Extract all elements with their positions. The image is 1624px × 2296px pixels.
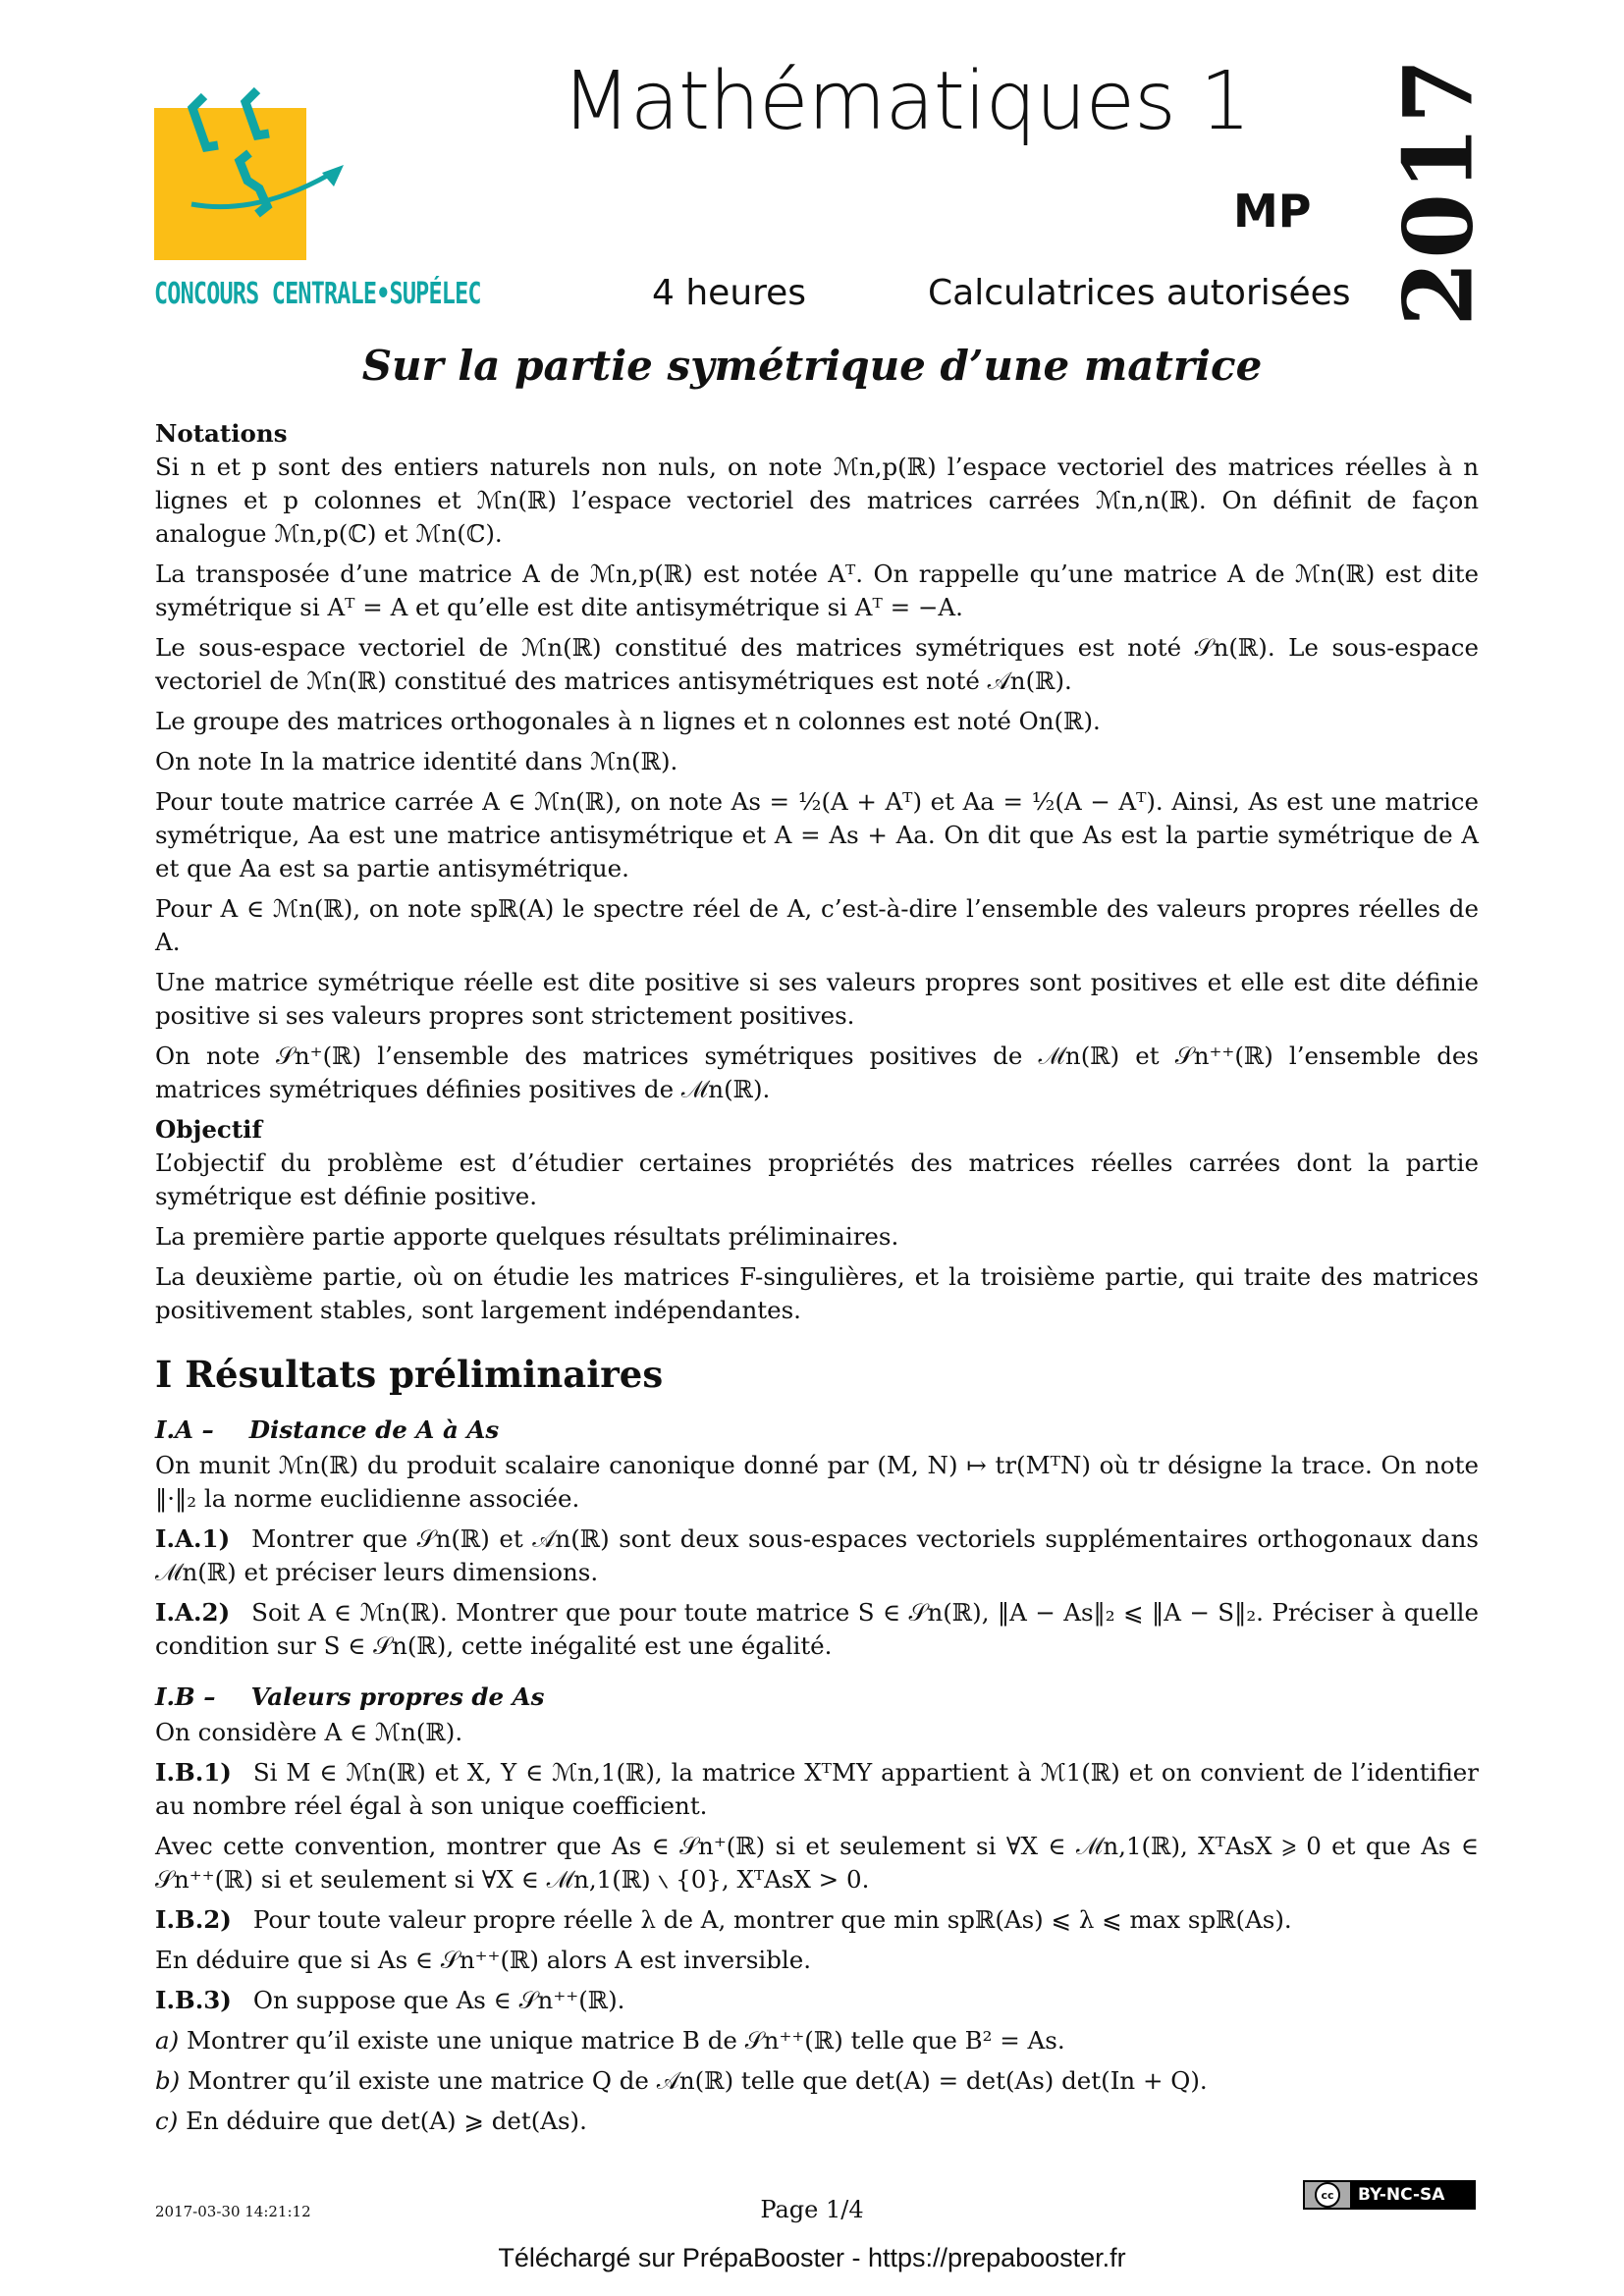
download-note: Téléchargé sur PrépaBooster - https://prepabooster.fr [498,2243,1126,2272]
footer-timestamp: 2017-03-30 14:21:12 [155,2203,311,2220]
problem-subtitle: Sur la partie symétrique d’une matrice [361,342,1263,390]
exam-year: 2017 [1382,56,1494,327]
notation-paragraph: Le groupe des matrices orthogonales à n lignes et n colonnes est noté On(ℝ). [155,707,1101,735]
objectif-paragraph: L’objectif du problème est d’étudier certaines propriétés des matrices réelles carrées dont la partie symétrique est définie positive. [155,1148,1479,1210]
notation-paragraph: Pour A ∈ ℳn(ℝ), on note spℝ(A) le spectre réel de A, c’est-à-dire l’ensemble des valeurs propres réelles de A. [155,894,1479,956]
question-ia2: I.A.2) Soit A ∈ ℳn(ℝ). Montrer que pour toute matrice S ∈ 𝒮n(ℝ), ‖A − As‖₂ ⩽ ‖A − S‖₂. Préciser à quelle condition sur S ∈ 𝒮n(ℝ), cette inégalité est une égalité. [155,1598,1479,1660]
question-ib2-continued: En déduire que si As ∈ 𝒮n⁺⁺(ℝ) alors A est inversible. [155,1946,812,1974]
calculators-note: Calculatrices autorisées [928,273,1351,313]
objectif-heading: Objectif [155,1115,263,1144]
page-number: Page 1/4 [760,2196,864,2223]
license-text: BY-NC-SA [1358,2185,1445,2205]
logo-text: CONCOURS CENTRALE•SUPÉLEC [154,277,481,311]
document-body [155,417,1479,2145]
notation-paragraph: Si n et p sont des entiers naturels non nuls, on note ℳn,p(ℝ) l’espace vectoriel des matrices réelles à n lignes et p colonnes et ℳn(ℝ) l’espace vectoriel des matrices carrées ℳn,n(ℝ). On définit de façon analogue ℳn,p(ℂ) et ℳn(ℂ). [155,453,1479,548]
notation-paragraph: Le sous-espace vectoriel de ℳn(ℝ) constitué des matrices symétriques est noté 𝒮n(ℝ). Le sous-espace vectoriel de ℳn(ℝ) constitué des matrices antisymétriques est noté 𝒜n(ℝ). [155,633,1479,695]
objectif-paragraph: La deuxième partie, où on étudie les matrices F-singulières, et la troisième partie, qui traite des matrices positivement stables, sont largement indépendantes. [155,1262,1479,1324]
exam-track: MP [1233,185,1312,238]
notation-paragraph: Pour toute matrice carrée A ∈ ℳn(ℝ), on note As = ½(A + Aᵀ) et Aa = ½(A − Aᵀ). Ainsi, As est une matrice symétrique, Aa est une matrice antisymétrique et A = As + Aa. On dit que As est la partie symétrique de A et que Aa est sa partie antisymétrique. [155,787,1479,882]
question-ib3c: c) En déduire que det(A) ⩾ det(As). [155,2107,587,2135]
question-ia1: I.A.1) Montrer que 𝒮n(ℝ) et 𝒜n(ℝ) sont deux sous-espaces vectoriels supplémentaires orthogonaux dans ℳn(ℝ) et préciser leurs dimensions. [155,1524,1479,1586]
question-ib1-continued: Avec cette convention, montrer que As ∈ 𝒮n⁺(ℝ) si et seulement si ∀X ∈ ℳn,1(ℝ), XᵀAsX ⩾ 0 et que As ∈ 𝒮n⁺⁺(ℝ) si et seulement si ∀X ∈ ℳn,1(ℝ) ∖ {0}, XᵀAsX > 0. [155,1832,1479,1894]
notation-paragraph: La transposée d’une matrice A de ℳn,p(ℝ) est notée Aᵀ. On rappelle qu’une matrice A de ℳn(ℝ) est dite symétrique si Aᵀ = A et qu’elle est dite antisymétrique si Aᵀ = −A. [155,560,1479,621]
notations-heading: Notations [155,419,288,448]
section-ia-intro: On munit ℳn(ℝ) du produit scalaire canonique donné par (M, N) ↦ tr(MᵀN) où tr désigne la trace. On note ‖·‖₂ la norme euclidienne associée. [155,1451,1479,1513]
part1-heading: I Résultats préliminaires [155,1353,664,1396]
cc-icon: cc [1315,2182,1340,2208]
section-ib-heading: I.B – Valeurs propres de As [155,1682,545,1711]
section-ia-heading: I.A – Distance de A à As [155,1415,500,1444]
notation-paragraph: On note In la matrice identité dans ℳn(ℝ). [155,747,678,775]
notation-paragraph: Une matrice symétrique réelle est dite positive si ses valeurs propres sont positives et elle est dite définie positive si ses valeurs propres sont strictement positives. [155,968,1479,1030]
section-ib-intro: On considère A ∈ ℳn(ℝ). [155,1718,463,1746]
exam-title: Mathématiques 1 [562,55,1251,148]
question-ib3b: b) Montrer qu’il existe une matrice Q de 𝒜n(ℝ) telle que det(A) = det(As) det(In + Q). [155,2066,1208,2095]
question-ib1: I.B.1) Si M ∈ ℳn(ℝ) et X, Y ∈ ℳn,1(ℝ), la matrice XᵀMY appartient à ℳ1(ℝ) et on convient de l’identifier au nombre réel égal à son unique coefficient. [155,1758,1479,1820]
question-ib3: I.B.3) On suppose que As ∈ 𝒮n⁺⁺(ℝ). [155,1986,625,2014]
exam-duration: 4 heures [652,273,807,313]
ccs-logo-icon [147,79,363,275]
notation-paragraph: On note 𝒮n⁺(ℝ) l’ensemble des matrices symétriques positives de ℳn(ℝ) et 𝒮n⁺⁺(ℝ) l’ensemble des matrices symétriques définies positives de ℳn(ℝ). [155,1041,1479,1103]
objectif-paragraph: La première partie apporte quelques résultats préliminaires. [155,1222,899,1251]
license-badge [1303,2180,1476,2210]
question-ib3a: a) Montrer qu’il existe une unique matrice B de 𝒮n⁺⁺(ℝ) telle que B² = As. [155,2026,1065,2055]
question-ib2: I.B.2) Pour toute valeur propre réelle λ de A, montrer que min spℝ(As) ⩽ λ ⩽ max spℝ(As). [155,1905,1292,1934]
